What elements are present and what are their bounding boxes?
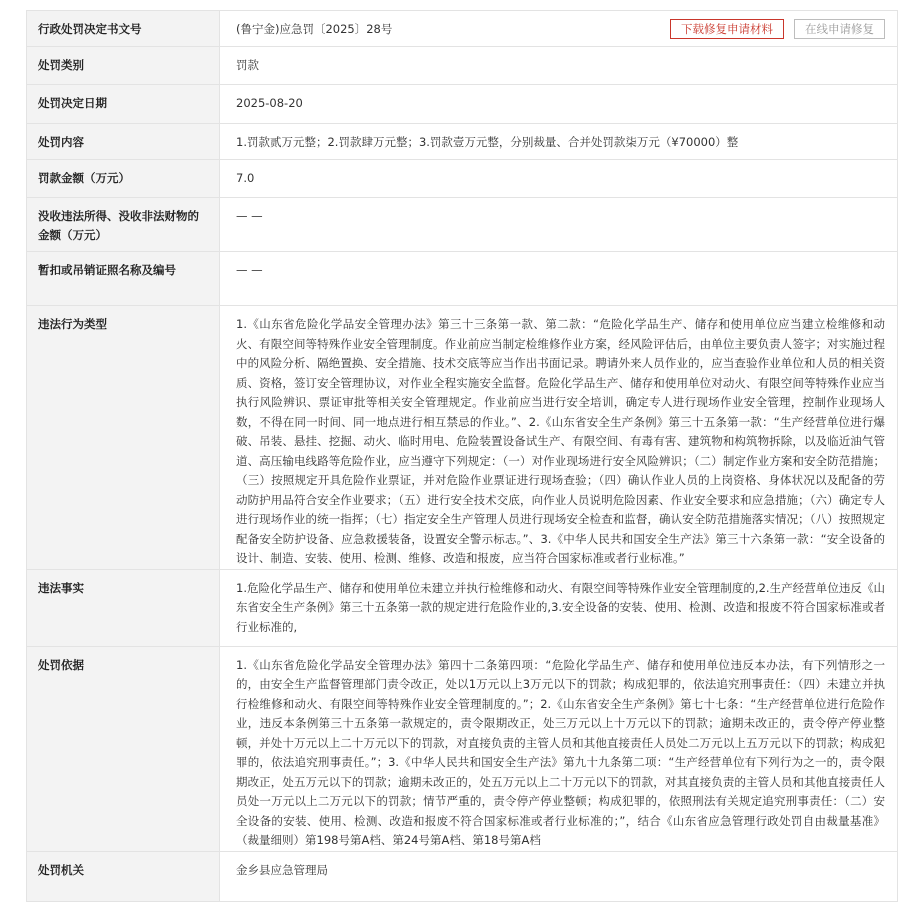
row-value-confiscation-amount: — —	[220, 198, 898, 252]
row-value-penalty-basis: 1.《山东省危险化学品安全管理办法》第四十二条第四项：“危险化学品生产、储存和使用单位违反本办法，有下列情形之一的，由安全生产监督管理部门责令改正，处以1万元以上3万元以下的罚款；构成犯罪的，依法追究刑事责任：（四）未建立并执行检维修和动火、有限空间等特殊作业安全管理制度的。”；2.《山东省安全生产条例》第七十七条：“生产经营单位进行危险作业，违反本条例第三十五条第一款规定的，责令限期改正，处三万元以上十万元以下的罚款；逾期未改正的，责令停产停业整顿，并处十万元以上二十万元以下的罚款，对直接负责的主管人员和其他直接责任人员处二万元以上五万元以下的罚款；构成犯罪的，依法追究刑事责任。”；3.《中华人民共和国安全生产法》第九十九条第二项：“生产经营单位有下列行为之一的，责令限期改正，处五万元以下的罚款；逾期未改正的，处五万元以上二十万元以下的罚款，对其直接负责的主管人员和其他直接责任人员处一万元以上二万元以下的罚款；情节严重的，责令停产停业整顿；构成犯罪的，依照刑法有关规定追究刑事责任：（二）安全设备的安装、使用、检测、改造和报废不符合国家标准或者行业标准的；”，结合《山东省应急管理行政处罚自由裁量基准》（裁量细则）第198号第A档、第24号第A档、第18号第A档	[220, 646, 898, 851]
row-value-license-revocation: — —	[220, 252, 898, 306]
row-value-decision-date: 2025-08-20	[220, 85, 898, 124]
table-row	[27, 160, 898, 198]
row-label-decision-number: 行政处罚决定书文号	[27, 11, 220, 47]
row-label-penalty-content: 处罚内容	[27, 124, 220, 160]
row-value-fine-amount: 7.0	[220, 160, 898, 198]
table-row	[27, 646, 898, 851]
row-label-violation-type: 违法行为类型	[27, 306, 220, 570]
row-label-penalty-category: 处罚类别	[27, 47, 220, 85]
row-value-penalty-content: 1.罚款贰万元整；2.罚款肆万元整；3.罚款壹万元整，分别裁量、合并处罚款柒万元（¥70000）整	[220, 124, 898, 160]
row-label-violation-facts: 违法事实	[27, 569, 220, 646]
row-label-license-revocation: 暂扣或吊销证照名称及编号	[27, 252, 220, 306]
repair-actions	[670, 19, 885, 39]
download-repair-materials-button[interactable]: 下载修复申请材料	[670, 19, 784, 39]
row-label-confiscation-amount: 没收违法所得、没收非法财物的金额（万元）	[27, 198, 220, 252]
online-repair-application-button[interactable]: 在线申请修复	[794, 19, 885, 39]
table-row	[27, 198, 898, 252]
table-row	[27, 851, 898, 901]
row-value-decision-number: (鲁宁金)应急罚〔2025〕28号	[236, 22, 393, 36]
row-value-penalty-authority: 金乡县应急管理局	[220, 851, 898, 901]
table-row	[27, 124, 898, 160]
row-value-decision-number-cell	[220, 11, 898, 47]
table-row	[27, 306, 898, 570]
table-row	[27, 85, 898, 124]
row-value-violation-type: 1.《山东省危险化学品安全管理办法》第三十三条第一款、第二款：“危险化学品生产、储存和使用单位应当建立检维修和动火、有限空间等特殊作业安全管理制度。作业前应当制定检维修作业方案，经风险评估后，由单位主要负责人签字；对实施过程中的风险分析、隔绝置换、安全措施、技术交底等应当作出书面记录。聘请外来人员作业的，应当查验作业单位和人员的相关资质、资格，签订安全管理协议，对作业全程实施安全监督。危险化学品生产、储存和使用单位对动火、有限空间等特殊作业应当执行风险辨识、票证审批等相关安全管理规定。作业前应当进行安全培训，确定专人进行现场作业安全管理，控制作业现场人数，不得在同一时间、同一地点进行相互禁忌的作业。”、2.《山东省安全生产条例》第三十五条第一款：“生产经营单位进行爆破、吊装、悬挂、挖掘、动火、临时用电、危险装置设备试生产、有限空间、有毒有害、建筑物和构筑物拆除，以及临近油气管道、高压输电线路等危险作业，应当遵守下列规定：（一）对作业现场进行安全风险辨识；（二）制定作业方案和安全防范措施；（三）按照规定开具危险作业票证，并对危险作业票证进行现场查验；（四）确认作业人员的上岗资格、身体状况以及配备的劳动防护用品符合安全作业要求；（五）进行安全技术交底，向作业人员说明危险因素、作业安全要求和应急措施；（六）确定专人进行现场作业的统一指挥；（七）指定安全生产管理人员进行现场安全检查和监督，确认安全防范措施落实情况；（八）按照规定配备安全防护设备、应急救援装备，设置安全警示标志。”、3.《中华人民共和国安全生产法》第三十六条第一款：“安全设备的设计、制造、安装、使用、检测、维修、改造和报废，应当符合国家标准或者行业标准。”	[220, 306, 898, 570]
row-value-penalty-category: 罚款	[220, 47, 898, 85]
table-row	[27, 47, 898, 85]
table-row	[27, 252, 898, 306]
table-row	[27, 11, 898, 47]
row-label-fine-amount: 罚款金额（万元）	[27, 160, 220, 198]
row-value-violation-facts: 1.危险化学品生产、储存和使用单位未建立并执行检维修和动火、有限空间等特殊作业安全管理制度的,2.生产经营单位违反《山东省安全生产条例》第三十五条第一款的规定进行危险作业的,3.安全设备的安装、使用、检测、改造和报废不符合国家标准或者行业标准的,	[220, 569, 898, 646]
row-label-decision-date: 处罚决定日期	[27, 85, 220, 124]
table-row	[27, 569, 898, 646]
row-label-penalty-basis: 处罚依据	[27, 646, 220, 851]
row-label-penalty-authority: 处罚机关	[27, 851, 220, 901]
penalty-detail-table	[26, 10, 898, 902]
